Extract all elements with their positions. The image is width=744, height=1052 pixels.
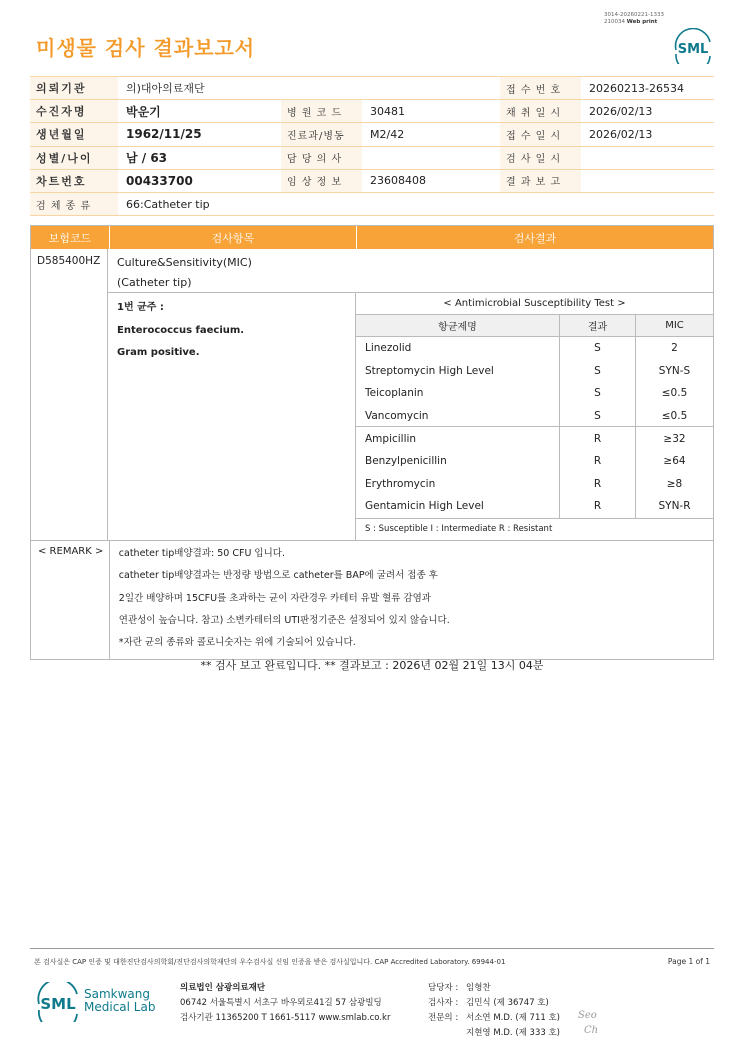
drug-result: R (560, 495, 636, 518)
page-number: Page 1 of 1 (667, 957, 710, 966)
hospital-code-label: 병 원 코 드 (281, 100, 362, 123)
signature-1: Seo (578, 1010, 597, 1021)
results-header (31, 226, 713, 249)
patient-value: 박운기 (118, 100, 281, 123)
remark-line: catheter tip배양결과: 50 CFU 입니다. (118, 547, 285, 559)
remark-line: 연관성이 높습니다. 참고) 소변카테터의 UTI판정기준은 설정되어 있지 않습니다. (118, 614, 450, 626)
remark-section (31, 540, 713, 659)
dob-label: 생년월일 (30, 123, 118, 146)
col-item: 검사항목 (110, 226, 357, 249)
drug-name: Streptomycin High Level (356, 360, 560, 383)
specimen-value: 66:Catheter tip (118, 192, 714, 215)
collection-date-label: 채 취 일 시 (500, 100, 581, 123)
drug-result: R (560, 427, 636, 450)
ast-table (356, 293, 713, 540)
staff-role: 담당자 : (428, 983, 459, 993)
sex-age-label: 성별/나이 (30, 146, 118, 169)
table-row (356, 382, 713, 405)
doctor-value (362, 146, 500, 169)
remark-line: 2일간 배양하며 15CFU를 초과하는 균이 자란경우 카테터 유발 혈류 감염과 (118, 592, 431, 604)
company-info (180, 981, 390, 1026)
report-value (581, 169, 714, 192)
insurance-code: D585400HZ (31, 249, 108, 540)
signature-2: Ch (584, 1025, 599, 1036)
print-code: 210034 (604, 19, 625, 25)
test-date-label: 검 사 일 시 (500, 146, 581, 169)
ast-col-mic: MIC (665, 320, 684, 331)
staff-name: 지현영 M.D. (제 333 호) (466, 1028, 561, 1038)
test-date-value (581, 146, 714, 169)
drug-name: Ampicillin (356, 427, 560, 450)
patient-info-table (30, 76, 714, 216)
table-row (356, 337, 713, 360)
sml-logo-text: SML (677, 42, 709, 57)
organism-info (108, 293, 356, 540)
print-info (604, 12, 664, 26)
certification-note: 본 검사실은 CAP 인증 및 대한진단검사의학회/진단검사의학재단의 우수검사실 신임 인증을 받은 검사실입니다. CAP Accredited Laboratory. 69944-01 (34, 958, 506, 966)
sml-logo-icon (672, 28, 714, 64)
dept-label: 진료과/병동 (281, 123, 362, 146)
remark-label: < REMARK > (31, 541, 110, 659)
receipt-no-value: 20260213-26534 (581, 77, 714, 100)
table-row (356, 450, 713, 473)
drug-mic: ≤0.5 (661, 387, 688, 400)
clinical-label: 임 상 정 보 (281, 169, 362, 192)
ast-col-result: 결과 (560, 315, 636, 336)
print-id: 3014-20260221-1333 (604, 12, 664, 18)
patient-label: 수진자명 (30, 100, 118, 123)
organism-name: Enterococcus faecium. (117, 324, 245, 336)
requester-value: 의)대아의료재단 (118, 77, 500, 100)
doctor-label: 담 당 의 사 (281, 146, 362, 169)
drug-mic: ≥8 (666, 477, 683, 490)
company-name: 의료법인 삼광의료재단 (180, 983, 266, 993)
remark-line: catheter tip배양결과는 반정량 방법으로 catheter를 BAP에 굴려서 접종 후 (118, 570, 438, 582)
drug-result: S (560, 382, 636, 405)
chart-label: 차트번호 (30, 169, 118, 192)
drug-mic: 2 (671, 342, 678, 355)
report-title: 미생물 검사 결과보고서 (36, 36, 256, 60)
brand-line-1: Samkwang (84, 987, 150, 1001)
completion-note: ** 검사 보고 완료입니다. ** 결과보고 : 2026년 02월 21일 13시 04분 (200, 659, 544, 672)
staff-info (428, 981, 560, 1041)
table-row (356, 495, 713, 518)
dept-value: M2/42 (362, 123, 500, 146)
drug-name: Erythromycin (356, 473, 560, 496)
print-label: Web print (626, 19, 658, 25)
dob-value: 1962/11/25 (118, 123, 281, 146)
receipt-date-label: 접 수 일 시 (500, 123, 581, 146)
samkwang-logo-icon (36, 982, 80, 1022)
staff-name: 임형찬 (466, 983, 491, 993)
clinical-value: 23608408 (362, 169, 500, 192)
requester-label: 의뢰기관 (30, 77, 118, 100)
results-table (30, 225, 714, 660)
drug-mic: ≥64 (663, 455, 686, 468)
brand-name (84, 988, 155, 1014)
table-row (356, 360, 713, 383)
ast-col-drug: 항균제명 (356, 315, 560, 336)
drug-mic: ≤0.5 (661, 409, 688, 422)
receipt-date-value: 2026/02/13 (581, 123, 714, 146)
table-row (356, 427, 713, 450)
remark-line: *자란 균의 종류와 콜로니숫자는 위에 기술되어 있습니다. (118, 637, 356, 649)
company-address: 06742 서울특별시 서초구 바우뫼로41길 57 삼광빌딩 (180, 998, 382, 1008)
drug-result: R (560, 450, 636, 473)
staff-role: 전문의 : (428, 1013, 459, 1023)
staff-name: 서소연 M.D. (제 711 호) (466, 1013, 561, 1023)
ast-title: < Antimicrobial Susceptibility Test > (356, 293, 713, 315)
chart-value: 00433700 (118, 169, 281, 192)
brand-line-2: Medical Lab (84, 1000, 156, 1014)
organism-no: 1번 균주 : (117, 302, 164, 313)
staff-role: 검사자 : (428, 998, 459, 1008)
drug-name: Gentamicin High Level (356, 495, 560, 518)
company-contact: 검사기관 11365200 T 1661-5117 www.smlab.co.kr (180, 1013, 391, 1023)
sex-age-value: 남 / 63 (118, 146, 281, 169)
drug-result: R (560, 473, 636, 496)
gram-stain: Gram positive. (117, 347, 200, 358)
staff-role (428, 1026, 466, 1041)
drug-name: Linezolid (356, 337, 560, 360)
drug-result: S (560, 337, 636, 360)
test-name-text: Culture&Sensitivity(MIC) (117, 256, 252, 269)
drug-name: Teicoplanin (356, 382, 560, 405)
collection-date-value: 2026/02/13 (581, 100, 714, 123)
drug-mic: SYN-S (658, 364, 691, 377)
drug-name: Vancomycin (356, 405, 560, 427)
ast-legend: S : Susceptible I : Intermediate R : Resistant (356, 518, 713, 540)
footer-divider (30, 948, 714, 949)
drug-name: Benzylpenicillin (356, 450, 560, 473)
test-specimen: (Catheter tip) (117, 276, 192, 289)
col-result: 검사결과 (513, 231, 557, 245)
hospital-code-value: 30481 (362, 100, 500, 123)
drug-mic: SYN-R (658, 500, 691, 513)
drug-mic: ≥32 (663, 432, 686, 445)
table-row (356, 405, 713, 428)
specimen-label: 검 체 종 류 (30, 192, 118, 215)
receipt-no-label: 접 수 번 호 (500, 77, 581, 100)
col-code: 보험코드 (31, 226, 110, 249)
staff-name: 김민식 (제 36747 호) (466, 998, 549, 1008)
test-name (108, 249, 713, 293)
footer-logo-text: SML (40, 995, 76, 1013)
report-label: 결 과 보 고 (500, 169, 581, 192)
drug-result: S (560, 405, 636, 427)
drug-result: S (560, 360, 636, 383)
table-row (356, 473, 713, 496)
ast-header (356, 315, 713, 337)
